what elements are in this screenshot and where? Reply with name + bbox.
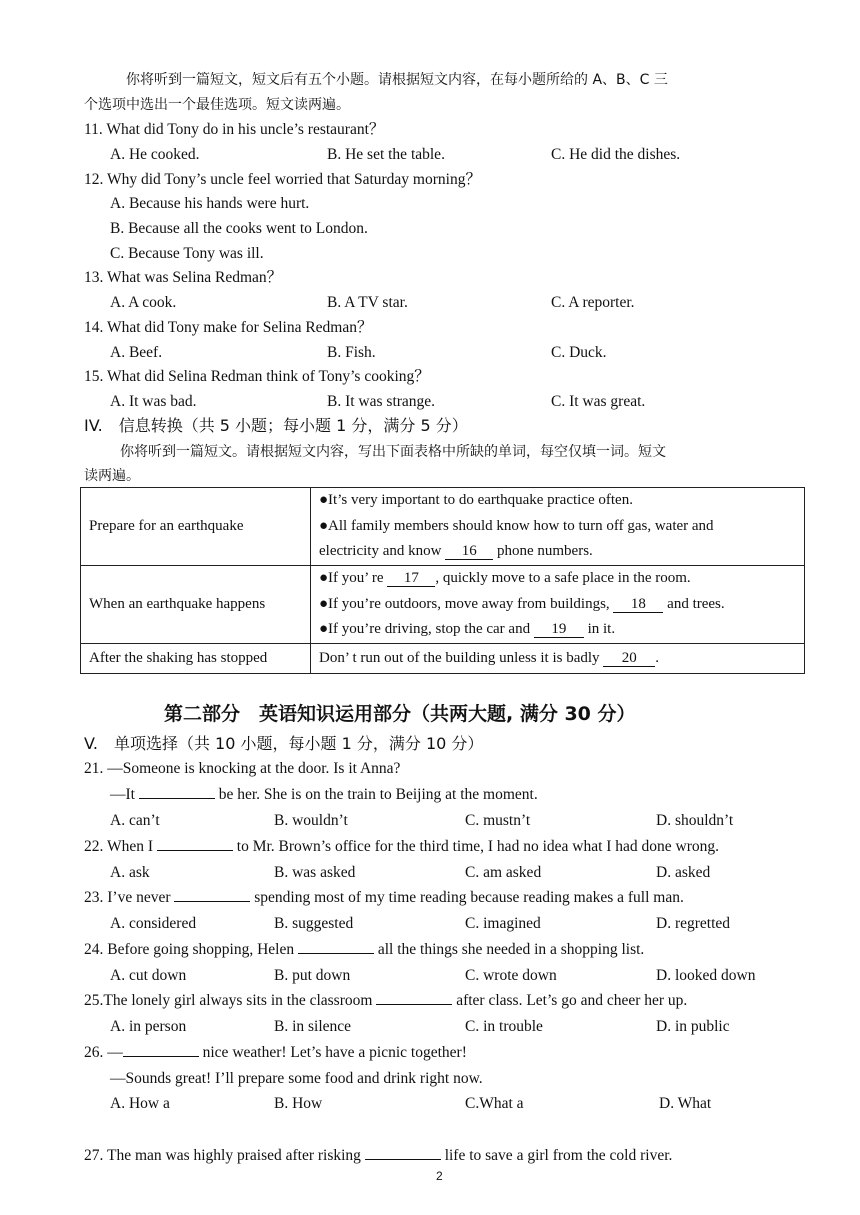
q23-option-a: A. considered [110,915,197,932]
q21-option-d: D. shouldn’t [656,812,734,829]
blank-21 [139,798,215,799]
question-23 [84,888,684,908]
section-4-title: IV. 信息转换（共 5 小题；每小题 1 分，满分 5 分） [84,416,468,435]
q23-option-c: C. imagined [465,915,541,932]
q25-option-a: A. in person [110,1018,187,1035]
q22-option-a: A. ask [110,864,150,881]
blank-25 [376,1004,452,1005]
prepare-line-2: ●All family members should know how to turn off gas, water and [319,517,714,534]
prepare-line-3-text: electricity and know [319,543,442,560]
blank-24 [298,953,374,954]
q15-option-c: C. It was great. [551,393,646,410]
question-21-reply [110,785,538,805]
blank-16: 16 [445,543,493,560]
q15-option-a: A. It was bad. [110,393,197,410]
question-14: 14. What did Tony make for Selina Redman？ [84,319,373,336]
q24-option-a: A. cut down [110,967,187,984]
q15-option-b: B. It was strange. [327,393,436,410]
q26-option-d: D. What [659,1095,712,1112]
row-label-happens: When an earthquake happens [81,566,311,644]
question-24 [84,940,644,960]
question-11: 11. What did Tony do in his uncle’s restaurant？ [84,121,385,138]
table-row-prepare [81,488,805,566]
q21-option-a: A. can’t [110,812,160,829]
blank-22 [157,850,233,851]
section-4-intro-line2: 读两遍。 [84,468,140,484]
happens-line-2-end: and trees. [667,595,725,612]
q21-reply-end: be her. She is on the train to Beijing at the moment. [218,786,538,803]
happens-line-3 [319,617,796,643]
q23-option-d: D. regretted [656,915,731,932]
q21-option-b: B. wouldn’t [274,812,348,829]
question-15: 15. What did Selina Redman think of Tony’s cooking？ [84,368,430,385]
after-line-1-end: . [655,649,660,666]
q21-reply-start: —It [110,786,135,803]
table-row-after [81,644,805,674]
row-label-prepare: Prepare for an earthquake [81,488,311,566]
listening-intro-line2: 个选项中选出一个最佳选项。短文读两遍。 [84,97,350,113]
q22-end: to Mr. Brown’s office for the third time, I had no idea what I had done wrong. [236,838,720,855]
q26-option-c: C.What a [465,1095,524,1112]
q23-end: spending most of my time reading because reading makes a full man. [254,889,684,906]
q22-option-c: C. am asked [465,864,542,881]
q24-end: all the things she needed in a shopping list. [377,941,645,958]
q26-option-a: A. How a [110,1095,170,1112]
q11-option-a: A. He cooked. [110,146,200,163]
q12-option-a: A. Because his hands were hurt. [110,195,310,212]
page-number: 2 [436,1169,443,1183]
q11-option-c: C. He did the dishes. [551,146,681,163]
question-26-reply: —Sounds great! I’ll prepare some food and drink right now. [110,1070,483,1087]
q27-start: 27. The man was highly praised after risking [84,1147,361,1164]
row-content-prepare [311,488,805,566]
blank-18: 18 [613,596,663,613]
q13-option-b: B. A TV star. [327,294,408,311]
q25-option-c: C. in trouble [465,1018,543,1035]
blank-17: 17 [387,570,435,587]
question-22 [84,837,719,857]
question-25 [84,991,687,1011]
q13-option-a: A. A cook. [110,294,177,311]
q24-option-b: B. put down [274,967,351,984]
q27-end: life to save a girl from the cold river. [444,1147,673,1164]
q12-option-c: C. Because Tony was ill. [110,245,264,262]
listening-intro-line1: 你将听到一篇短文，短文后有五个小题。请根据短文内容，在每小题所给的 A、B、C 三 [126,72,668,88]
happens-line-1-text: ●If you’ re [319,570,384,587]
row-label-after: After the shaking has stopped [81,644,311,674]
q22-start: 22. When I [84,838,154,855]
question-27 [84,1146,672,1166]
q25-option-d: D. in public [656,1018,730,1035]
question-21: 21. —Someone is knocking at the door. Is it Anna? [84,760,401,777]
prepare-line-3-end: phone numbers. [496,543,593,560]
q23-option-b: B. suggested [274,915,354,932]
happens-line-3-end: in it. [587,621,616,638]
happens-line-1 [319,566,796,592]
q13-option-c: C. A reporter. [551,294,635,311]
after-line-1-text: Don’ t run out of the building unless it is badly [319,649,600,666]
q22-option-d: D. asked [656,864,711,881]
section-5-title: V. 单项选择（共 10 小题，每小题 1 分，满分 10 分） [84,734,484,753]
q24-option-d: D. looked down [656,967,756,984]
blank-20: 20 [603,650,655,667]
q25-start: 25.The lonely girl always sits in the classroom [84,992,373,1009]
part-2-title: 第二部分 英语知识运用部分（共两大题, 满分 30 分） [164,703,636,725]
q25-end: after class. Let’s go and cheer her up. [456,992,688,1009]
question-12: 12. Why did Tony’s uncle feel worried that Saturday morning？ [84,171,481,188]
blank-23 [174,901,250,902]
happens-line-3-text: ●If you’re driving, stop the car and [319,621,531,638]
q26-start: 26. — [84,1044,123,1061]
happens-line-1-end: , quickly move to a safe place in the room. [435,570,691,587]
q14-option-b: B. Fish. [327,344,376,361]
q14-option-c: C. Duck. [551,344,607,361]
blank-19: 19 [534,621,584,638]
q22-option-b: B. was asked [274,864,356,881]
q23-start: 23. I’ve never [84,889,171,906]
happens-line-2-text: ●If you’re outdoors, move away from buildings, [319,595,610,612]
q21-option-c: C. mustn’t [465,812,531,829]
info-table [80,487,805,674]
q24-option-c: C. wrote down [465,967,557,984]
happens-line-2 [319,592,796,618]
blank-27 [365,1159,441,1160]
blank-26 [123,1056,199,1057]
q12-option-b: B. Because all the cooks went to London. [110,220,368,237]
q14-option-a: A. Beef. [110,344,163,361]
q24-start: 24. Before going shopping, Helen [84,941,295,958]
prepare-line-1: ●It’s very important to do earthquake practice often. [319,492,633,509]
q11-option-b: B. He set the table. [327,146,445,163]
prepare-line-3 [319,539,796,565]
section-4-intro-line1: 你将听到一篇短文。请根据短文内容，写出下面表格中所缺的单词，每空仅填一词。短文 [120,444,666,460]
row-content-happens [311,566,805,644]
q25-option-b: B. in silence [274,1018,352,1035]
question-26 [84,1043,467,1063]
after-line-1 [319,646,796,672]
q26-option-b: B. How [274,1095,323,1112]
table-row-happens [81,566,805,644]
question-13: 13. What was Selina Redman？ [84,269,283,286]
row-content-after [311,644,805,674]
q26-end: nice weather! Let’s have a picnic together! [202,1044,467,1061]
